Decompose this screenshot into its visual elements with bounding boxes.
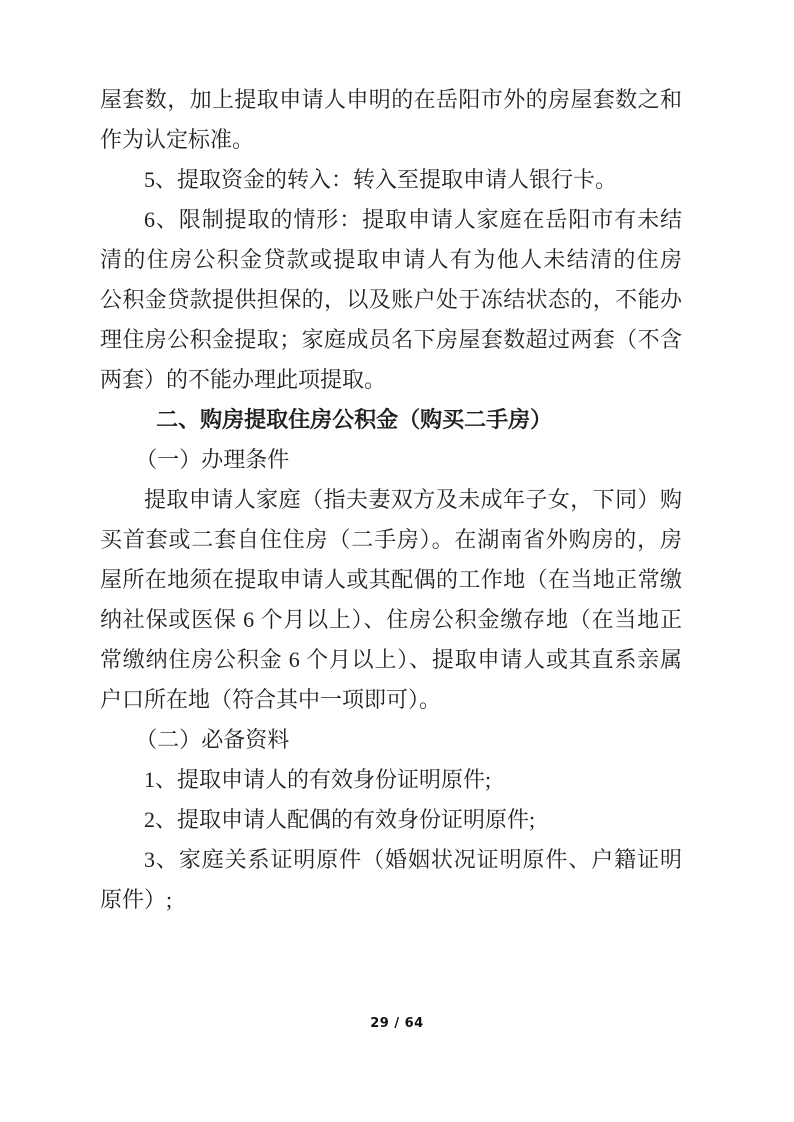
section-heading: 二、购房提取住房公积金（购买二手房）	[156, 407, 553, 432]
text-line: 5、提取资金的转入：转入至提取申请人银行卡。	[144, 167, 618, 192]
page-content	[100, 80, 682, 920]
text-line: 6、限制提取的情形：提取申请人家庭在岳阳市有未结	[144, 207, 682, 232]
page-number: 29 / 64	[370, 1016, 424, 1031]
text-line: 3、家庭关系证明原件（婚姻状况证明原件、户籍证明	[144, 847, 682, 872]
text-line: 公积金贷款提供担保的，以及账户处于冻结状态的，不能办	[100, 287, 682, 312]
text-line: 1、提取申请人的有效身份证明原件;	[144, 767, 492, 792]
text-line: 屋套数，加上提取申请人申明的在岳阳市外的房屋套数之和	[100, 87, 682, 112]
text-line: 原件）;	[100, 887, 173, 912]
text-line: 清的住房公积金贷款或提取申请人有为他人未结清的住房	[100, 247, 682, 272]
text-line: 常缴纳住房公积金 6 个月以上）、提取申请人或其直系亲属	[100, 647, 682, 672]
text-line: 作为认定标准。	[100, 127, 255, 152]
text-line: 户口所在地（符合其中一项即可）。	[100, 687, 442, 712]
text-line: 提取申请人家庭（指夫妻双方及未成年子女，下同）购	[144, 487, 682, 512]
text-line: 纳社保或医保 6 个月以上）、住房公积金缴存地（在当地正	[100, 607, 682, 632]
text-line: 2、提取申请人配偶的有效身份证明原件;	[144, 807, 536, 832]
text-line: 理住房公积金提取；家庭成员名下房屋套数超过两套（不含	[100, 327, 682, 352]
text-line: （二）必备资料	[135, 727, 290, 752]
text-line: 买首套或二套自住住房（二手房）。在湖南省外购房的，房	[100, 527, 682, 552]
text-line: 两套）的不能办理此项提取。	[100, 367, 387, 392]
text-line: 屋所在地须在提取申请人或其配偶的工作地（在当地正常缴	[100, 567, 682, 592]
text-line: （一）办理条件	[135, 447, 290, 472]
